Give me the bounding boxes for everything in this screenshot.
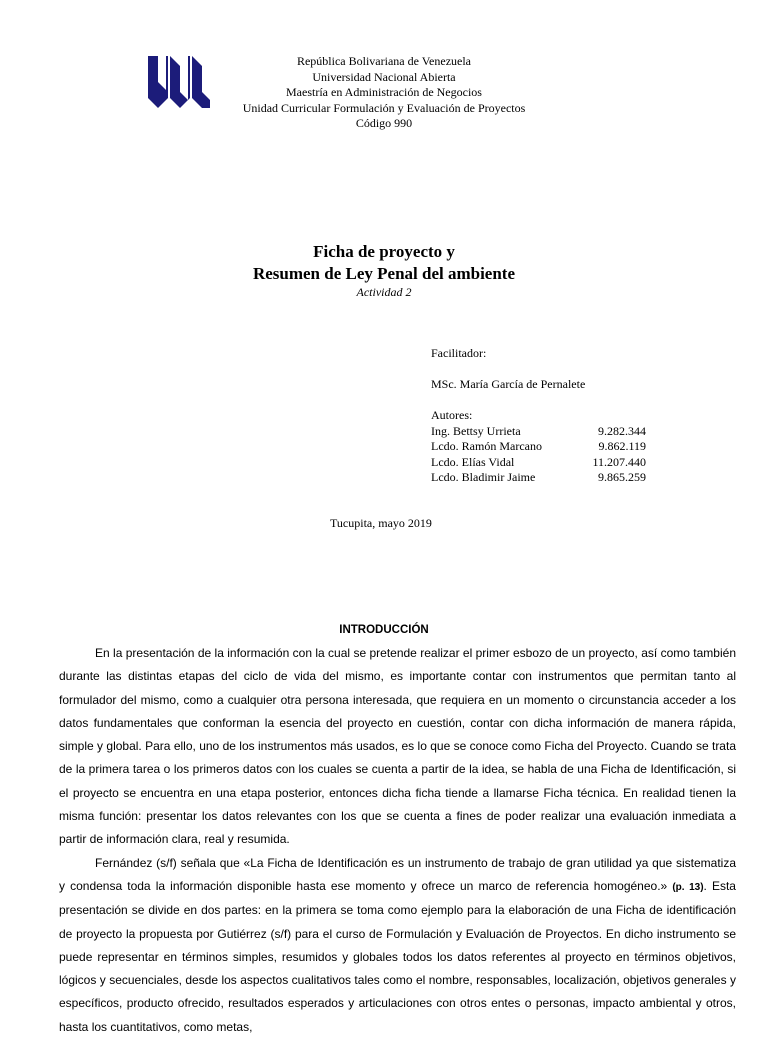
- document-subtitle: Actividad 2: [356, 285, 412, 299]
- author-row: [431, 470, 646, 486]
- university-logo: [146, 52, 212, 112]
- header-line-program: Maestría en Administración de Negocios: [286, 85, 482, 99]
- author-name: Lcdo. Bladimir Jaime: [431, 470, 536, 484]
- page-citation: (p. 13): [672, 881, 704, 893]
- header-line-course: Unidad Curricular Formulación y Evaluación de Proyectos: [242, 100, 526, 115]
- facilitator-label: Facilitador:: [431, 346, 487, 360]
- header-line-country: República Bolivariana de Venezuela: [296, 54, 472, 68]
- author-id: 9.862.119: [598, 439, 646, 453]
- facilitator-name: MSc. María García de Pernalete: [431, 377, 586, 391]
- introduction-body: [59, 642, 736, 1039]
- logo-segment-1: [148, 56, 168, 108]
- logo-segment-3: [192, 56, 210, 108]
- author-id: 9.282.344: [598, 423, 646, 438]
- introduction-paragraph-2: [59, 852, 736, 1039]
- header-line-code: Código 990: [355, 116, 413, 130]
- author-id: 11.207.440: [592, 454, 646, 469]
- header-line-university: Universidad Nacional Abierta: [312, 69, 456, 84]
- paragraph-2-text-end: . Esta presentación se divide en dos partes: en la primera se toma como ejemplo para la elaboración de una Ficha de identificación de proyecto la propuesta por Gutiérrez (s/f) para el curso de Formulación y Evaluación de Proyectos. En dicho instrumento se puede representar en términos simples, resumidos y globales todos los datos referentes al proyecto en términos objetivos, lógicos y secuenciales, desde los aspectos cualitativos tales como el nombre, responsables, localización, objetivos generales y específicos, producto ofrecido, resultados esperados y articulaciones con otros entes o personas, impacto ambiental y otros, hasta los cuantitativos, como metas,: [59, 878, 736, 1034]
- place-date: Tucupita, mayo 2019: [330, 516, 432, 530]
- author-row: [431, 424, 646, 440]
- document-title-line-1: Ficha de proyecto y: [313, 242, 455, 261]
- author-id: 9.865.259: [598, 470, 646, 484]
- document-title-line-2: Resumen de Ley Penal del ambiente: [252, 264, 516, 283]
- logo-segment-2: [170, 56, 190, 108]
- authors-block: [431, 408, 646, 486]
- author-row: [431, 439, 646, 455]
- introduction-heading: INTRODUCCIÓN: [339, 624, 429, 636]
- author-row: [431, 455, 646, 471]
- author-name: Ing. Bettsy Urrieta: [431, 423, 521, 438]
- authors-label: Autores:: [431, 408, 473, 422]
- introduction-paragraph-1: En la presentación de la información con la cual se pretende realizar el primer esbozo de un proyecto, así como también durante las distintas etapas del ciclo de vida del mismo, es importante contar con instrumentos que permitan tanto al formulador del mismo, como a cualquier otra persona interesada, que requiera en un momento o circunstancia acceder a los datos fundamentales que conforman la esencia del proyecto en cuestión, contar con dicha información de manera rápida, simple y global. Para ello, uno de los instrumentos más usados, es lo que se conoce como Ficha del Proyecto. Cuando se trata de la primera tarea o los primeros datos con los cuales se cuenta a partir de la idea, se habla de una Ficha de Identificación, si el proyecto se encuentra en una etapa posterior, entonces dicha ficha tiende a llamarse Ficha técnica. En realidad tienen la misma función: presentar los datos relevantes con los que se cuenta a fines de poder realizar una evaluación inmediata a partir de información clara, real y resumida.: [59, 646, 736, 847]
- institution-header: [230, 54, 538, 132]
- paragraph-2-text-start: Fernández (s/f) señala que «La Ficha de Identificación es un instrumento de trabajo de gran utilidad ya que sistematiza y condensa toda la información disponible hasta ese momento y ofrece un marco de referencia homogéneo.»: [59, 855, 736, 893]
- author-name: Lcdo. Elías Vidal: [431, 454, 515, 469]
- author-name: Lcdo. Ramón Marcano: [431, 439, 542, 453]
